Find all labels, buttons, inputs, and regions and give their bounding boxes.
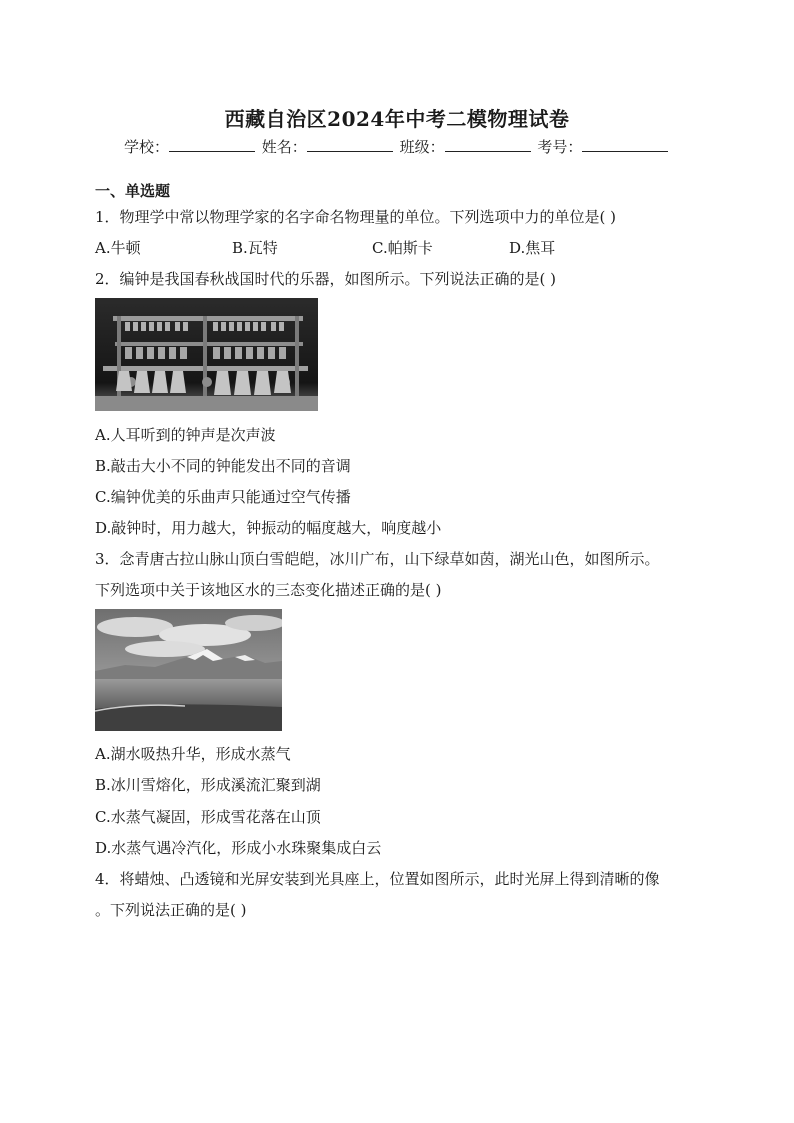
school-label: 学校： (124, 138, 170, 156)
section-heading: 一、单选题 (95, 182, 171, 200)
student-info-row (124, 136, 670, 157)
question-4-stem-line-2: 。下列说法正确的是( ) (95, 901, 247, 919)
question-3-option-d: D.水蒸气遇冷汽化，形成小水珠聚集成白云 (95, 839, 382, 857)
question-3-stem-line-2: 下列选项中关于该地区水的三态变化描述正确的是( ) (95, 581, 442, 599)
question-4-stem-line-1: 4．将蜡烛、凸透镜和光屏安装到光具座上，位置如图所示，此时光屏上得到清晰的像 (95, 870, 660, 888)
exam-number-label: 考号： (537, 138, 583, 156)
question-1-option-b: B.瓦特 (232, 239, 278, 257)
question-2-option-b: B.敲击大小不同的钟能发出不同的音调 (95, 457, 351, 475)
question-1-option-a: A.牛顿 (95, 239, 141, 257)
question-1-option-d: D.焦耳 (509, 239, 556, 257)
exam-number-blank (582, 137, 668, 152)
mountain-lake-photo (95, 609, 282, 731)
question-2-option-c: C.编钟优美的乐曲声只能通过空气传播 (95, 488, 351, 506)
exam-title: 西藏自治区2024年中考二模物理试卷 (224, 107, 570, 131)
question-3-option-a: A.湖水吸热升华，形成水蒸气 (95, 745, 291, 763)
school-blank (169, 137, 255, 152)
question-3-option-b: B.冰川雪熔化，形成溪流汇聚到湖 (95, 776, 321, 794)
name-label: 姓名： (261, 138, 307, 156)
question-3-option-c: C.水蒸气凝固，形成雪花落在山顶 (95, 808, 321, 826)
class-blank (445, 137, 531, 152)
bianzhong-photo (95, 298, 318, 411)
question-2-option-a: A.人耳听到的钟声是次声波 (95, 426, 276, 444)
class-label: 班级： (399, 138, 445, 156)
question-3-stem-line-1: 3．念青唐古拉山脉山顶白雪皑皑，冰川广布，山下绿草如茵，湖光山色，如图所示。 (95, 550, 660, 568)
question-1-option-c: C.帕斯卡 (372, 239, 433, 257)
question-1-stem: 1．物理学中常以物理学家的名字命名物理量的单位。下列选项中力的单位是( ) (95, 208, 617, 226)
question-2-stem: 2．编钟是我国春秋战国时代的乐器，如图所示。下列说法正确的是( ) (95, 270, 557, 288)
question-2-option-d: D.敲钟时，用力越大，钟振动的幅度越大，响度越小 (95, 519, 442, 537)
name-blank (307, 137, 393, 152)
